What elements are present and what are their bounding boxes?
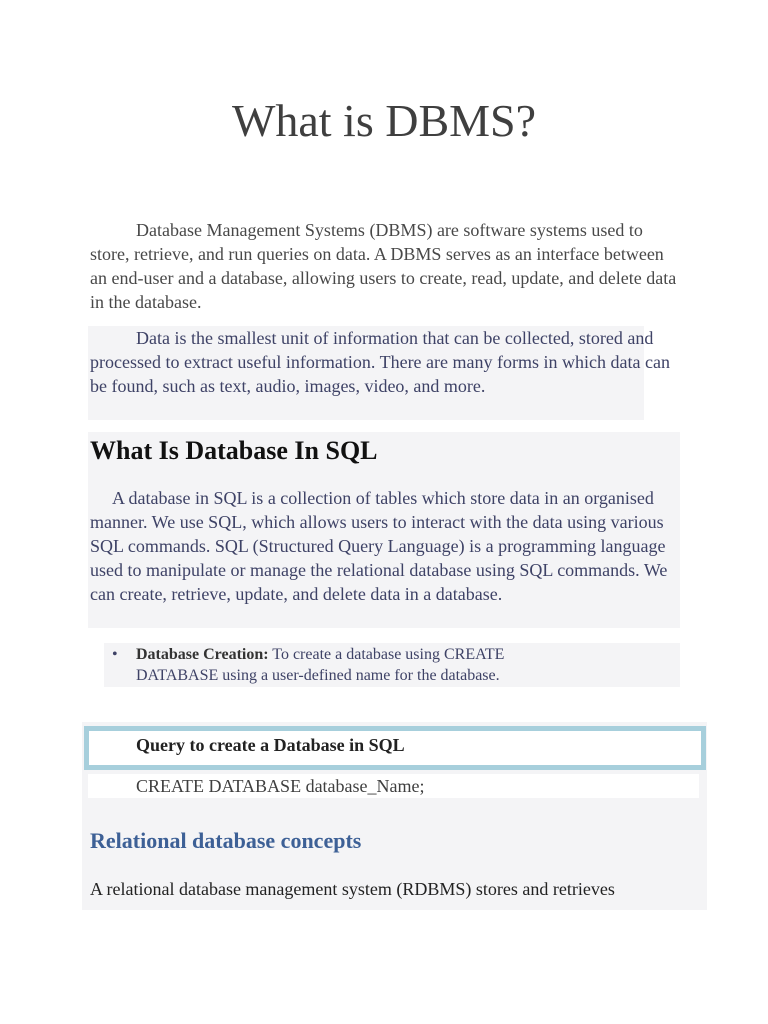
bullet-label: Database Creation: <box>136 646 269 663</box>
bullet-marker: • <box>112 646 118 663</box>
bullet-database-creation <box>112 644 582 686</box>
bullet-description: To create a database using CREATE DATABASE using a user-defined name for the database. <box>136 646 505 684</box>
bullet-text <box>136 644 582 686</box>
query-heading: Query to create a Database in SQL <box>136 735 405 755</box>
code-line: CREATE DATABASE database_Name; <box>136 776 425 796</box>
section-heading-database-in-sql: What Is Database In SQL <box>90 436 378 465</box>
intro-paragraph-1: Database Management Systems (DBMS) are software systems used to store, retrieve, and run queries on data. A DBMS serves as an interface between an end-user and a database, allowing users to create, read, update, and delete data in the database. <box>90 220 677 312</box>
relational-paragraph: A relational database management system (RDBMS) stores and retrieves <box>90 879 615 899</box>
page-title: What is DBMS? <box>231 95 537 146</box>
section-heading-relational-concepts: Relational database concepts <box>90 828 362 853</box>
sql-section-paragraph: A database in SQL is a collection of tables which store data in an organised manner. We use SQL, which allows users to interact with the data using various SQL commands. SQL (Structured Query Language) is a programming language used to manipulate or manage the relational database using SQL commands. We can create, retrieve, update, and delete data in a database. <box>90 488 668 604</box>
intro-paragraph-2: Data is the smallest unit of information that can be collected, stored and processed to extract useful information. There are many forms in which data can be found, such as text, audio, images, video, and more. <box>90 328 670 396</box>
